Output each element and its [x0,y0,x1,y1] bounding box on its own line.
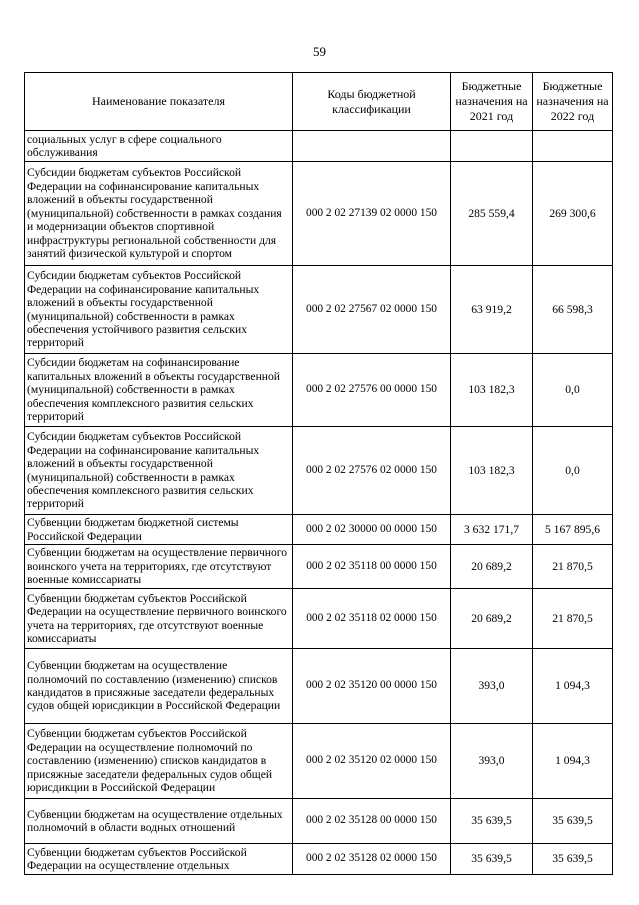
amount-2021-cell: 20 689,2 [451,545,533,589]
amount-2021-cell: 393,0 [451,649,533,724]
amount-2021-cell: 20 689,2 [451,589,533,649]
budget-code-cell: 000 2 02 27576 02 0000 150 [293,427,451,515]
header-year-2022: Бюджетные назначения на 2022 год [533,73,613,131]
budget-code-cell: 000 2 02 27139 02 0000 150 [293,162,451,266]
indicator-name-cell: Субвенции бюджетам на осуществление первичного воинского учета на территориях, где отсутствуют военные комиссариаты [25,545,293,589]
amount-2021-cell: 285 559,4 [451,162,533,266]
budget-code-cell: 000 2 02 27567 02 0000 150 [293,266,451,354]
indicator-name-cell: Субвенции бюджетам субъектов Российской Федерации на осуществление первичного воинского учета на территориях, где отсутствуют военные комиссариаты [25,589,293,649]
table-row [25,589,613,649]
amount-2021-cell: 103 182,3 [451,427,533,515]
indicator-name-cell: Субвенции бюджетам на осуществление отдельных полномочий в области водных отношений [25,799,293,844]
amount-2021-cell [451,131,533,162]
budget-table [24,72,613,875]
table-row [25,131,613,162]
amount-2022-cell: 66 598,3 [533,266,613,354]
budget-code-cell [293,131,451,162]
indicator-name-cell: Субвенции бюджетам бюджетной системы Российской Федерации [25,515,293,545]
budget-code-cell: 000 2 02 30000 00 0000 150 [293,515,451,545]
indicator-name-cell: Субвенции бюджетам субъектов Российской Федерации на осуществление полномочий по составлению (изменению) списков кандидатов в присяжные заседатели федеральных судов общей юрисдикции в Российской Федерации [25,724,293,799]
amount-2021-cell: 3 632 171,7 [451,515,533,545]
header-year-2021: Бюджетные назначения на 2021 год [451,73,533,131]
header-budget-codes: Коды бюджетной классификации [293,73,451,131]
amount-2021-cell: 393,0 [451,724,533,799]
budget-code-cell: 000 2 02 35120 02 0000 150 [293,724,451,799]
amount-2021-cell: 35 639,5 [451,844,533,875]
table-body [25,131,613,875]
header-row [25,73,613,131]
indicator-name-cell: Субвенции бюджетам на осуществление полномочий по составлению (изменению) списков кандидатов в присяжные заседатели федеральных судов общей юрисдикции в Российской Федерации [25,649,293,724]
amount-2022-cell: 1 094,3 [533,724,613,799]
amount-2021-cell: 63 919,2 [451,266,533,354]
budget-code-cell: 000 2 02 35120 00 0000 150 [293,649,451,724]
indicator-name-cell: социальных услуг в сфере социального обслуживания [25,131,293,162]
table-row [25,354,613,427]
table-row [25,799,613,844]
header-indicator-name: Наименование показателя [25,73,293,131]
indicator-name-cell: Субсидии бюджетам на софинансирование капитальных вложений в объекты государственной (муниципальной) собственности в рамках обеспечения комплексного развития сельских территорий [25,354,293,427]
table-row [25,162,613,266]
amount-2022-cell: 35 639,5 [533,799,613,844]
table-row [25,515,613,545]
table-row [25,724,613,799]
budget-code-cell: 000 2 02 35128 00 0000 150 [293,799,451,844]
table-header [25,73,613,131]
amount-2022-cell: 0,0 [533,354,613,427]
amount-2022-cell: 21 870,5 [533,589,613,649]
budget-code-cell: 000 2 02 35118 02 0000 150 [293,589,451,649]
amount-2022-cell: 269 300,6 [533,162,613,266]
table-row [25,266,613,354]
budget-code-cell: 000 2 02 35128 02 0000 150 [293,844,451,875]
page-number: 59 [313,44,326,59]
budget-code-cell: 000 2 02 35118 00 0000 150 [293,545,451,589]
indicator-name-cell: Субвенции бюджетам субъектов Российской Федерации на осуществление отдельных [25,844,293,875]
amount-2022-cell: 1 094,3 [533,649,613,724]
table-row [25,545,613,589]
amount-2021-cell: 103 182,3 [451,354,533,427]
amount-2022-cell [533,131,613,162]
indicator-name-cell: Субсидии бюджетам субъектов Российской Федерации на софинансирование капитальных вложений в объекты государственной (муниципальной) собственности в рамках обеспечения комплексного развития сельских территорий [25,427,293,515]
amount-2022-cell: 5 167 895,6 [533,515,613,545]
amount-2021-cell: 35 639,5 [451,799,533,844]
amount-2022-cell: 21 870,5 [533,545,613,589]
table-row [25,844,613,875]
table-row [25,649,613,724]
amount-2022-cell: 35 639,5 [533,844,613,875]
indicator-name-cell: Субсидии бюджетам субъектов Российской Федерации на софинансирование капитальных вложений в объекты государственной (муниципальной) собственности в рамках обеспечения устойчивого развития сельских территорий [25,266,293,354]
amount-2022-cell: 0,0 [533,427,613,515]
table-row [25,427,613,515]
indicator-name-cell: Субсидии бюджетам субъектов Российской Федерации на софинансирование капитальных вложений в объекты государственной (муниципальной) собственности в рамках создания и модернизации объектов спортивной инфраструктуры региональной собственности для занятий физической культурой и спортом [25,162,293,266]
budget-code-cell: 000 2 02 27576 00 0000 150 [293,354,451,427]
